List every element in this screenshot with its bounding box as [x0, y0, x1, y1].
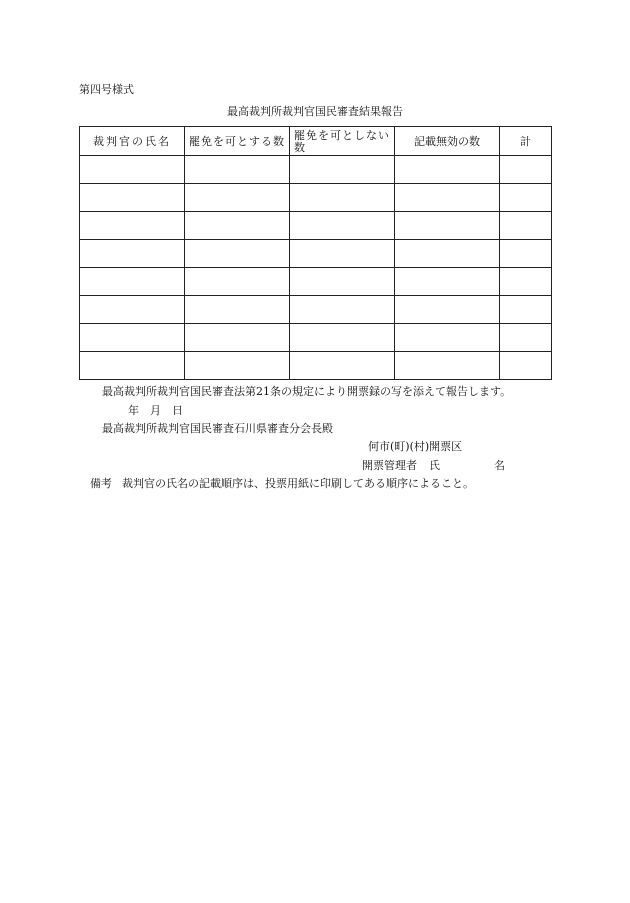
table-cell: [395, 296, 500, 324]
table-cell: [500, 352, 552, 380]
header-judge-name: 裁判官の氏名: [80, 127, 185, 156]
table-cell: [80, 324, 185, 352]
table-cell: [500, 324, 552, 352]
manager-label: 開票管理者: [362, 459, 417, 472]
table-row: [80, 212, 552, 240]
table-cell: [80, 296, 185, 324]
table-cell: [185, 240, 290, 268]
remark: [90, 477, 474, 490]
table-cell: [80, 156, 185, 184]
table-cell: [185, 156, 290, 184]
table-row: [80, 296, 552, 324]
table-cell: [80, 268, 185, 296]
result-table: [79, 126, 552, 380]
table-cell: [290, 296, 395, 324]
table-cell: [500, 156, 552, 184]
header-total: 計: [500, 127, 552, 156]
table-cell: [290, 268, 395, 296]
manager-signature: [362, 459, 505, 472]
table-cell: [500, 240, 552, 268]
document-title: 最高裁判所裁判官国民審査結果報告: [227, 105, 403, 118]
table-cell: [500, 268, 552, 296]
table-row: [80, 184, 552, 212]
table-cell: [290, 240, 395, 268]
table-cell: [80, 212, 185, 240]
table-row: [80, 156, 552, 184]
remark-label: 備考: [90, 477, 112, 490]
header-invalid: 記載無効の数: [395, 127, 500, 156]
table-cell: [395, 184, 500, 212]
table-cell: [290, 184, 395, 212]
table-cell: [185, 268, 290, 296]
table-cell: [395, 352, 500, 380]
report-statement: 最高裁判所裁判官国民審査法第21条の規定により開票録の写を添えて報告します。: [102, 385, 512, 398]
table-cell: [185, 184, 290, 212]
table-cell: [500, 296, 552, 324]
addressee: 最高裁判所裁判官国民審査石川県審査分会長殿: [102, 422, 333, 435]
table-cell: [185, 324, 290, 352]
table-cell: [80, 184, 185, 212]
table-cell: [395, 156, 500, 184]
table-cell: [500, 184, 552, 212]
table-row: [80, 352, 552, 380]
table-cell: [185, 352, 290, 380]
table-cell: [290, 212, 395, 240]
table-cell: [395, 268, 500, 296]
table-row: [80, 240, 552, 268]
form-number: 第四号様式: [79, 83, 134, 96]
district-name: 何市(町)(村)開票区: [368, 440, 463, 453]
table-header-row: [80, 127, 552, 156]
table-row: [80, 324, 552, 352]
table-cell: [395, 212, 500, 240]
table-cell: [395, 240, 500, 268]
table-cell: [185, 296, 290, 324]
table-cell: [290, 352, 395, 380]
table-body: [80, 156, 552, 380]
name-label: 氏: [429, 459, 440, 472]
table-cell: [290, 156, 395, 184]
table-cell: [80, 352, 185, 380]
table-cell: [395, 324, 500, 352]
table-cell: [185, 212, 290, 240]
table-cell: [80, 240, 185, 268]
header-dismiss-no: 罷免を可としない数: [290, 127, 395, 156]
table-cell: [500, 212, 552, 240]
date-line: 年 月 日: [128, 404, 183, 417]
remark-text: 裁判官の氏名の記載順序は、投票用紙に印刷してある順序によること。: [122, 477, 474, 490]
table-row: [80, 268, 552, 296]
name-suffix: 名: [494, 459, 505, 472]
table-cell: [290, 324, 395, 352]
header-dismiss-yes: 罷免を可とする数: [185, 127, 290, 156]
